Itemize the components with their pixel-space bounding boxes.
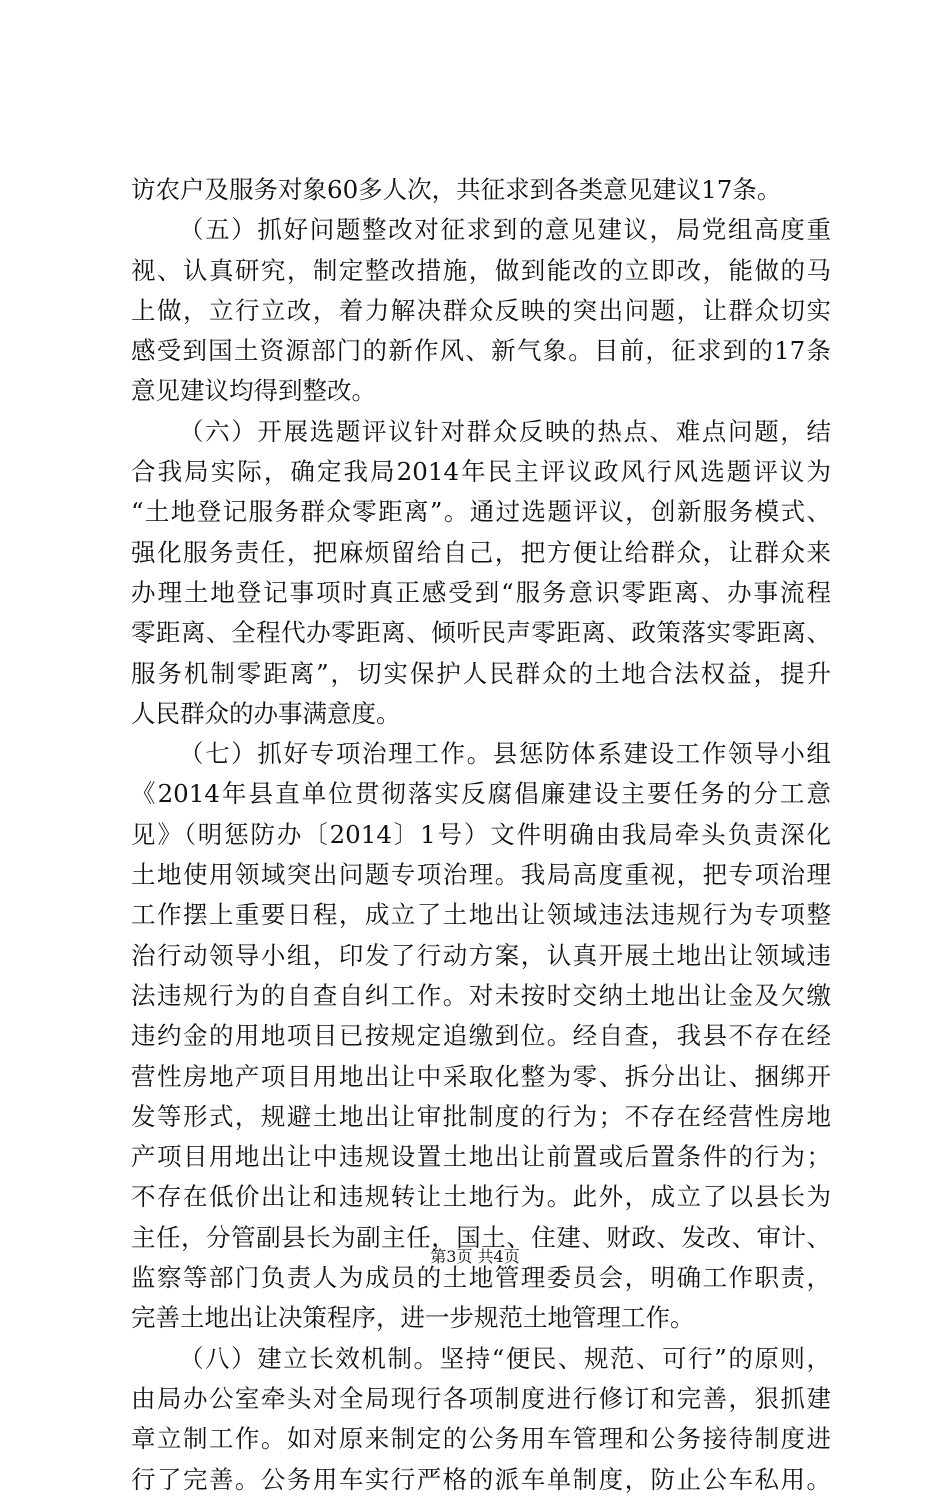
text-line: 治行动领导小组，印发了行动方案，认真开展土地出让领域违: [131, 940, 831, 970]
text-line: 意见建议均得到整改。: [131, 376, 376, 406]
text-line: 产项目用地出让中违规设置土地出让前置或后置条件的行为；: [131, 1142, 831, 1172]
text-line: 营性房地产项目用地出让中采取化整为零、拆分出让、捆绑开: [131, 1061, 831, 1091]
text-line: 上做，立行立改，着力解决群众反映的突出问题，让群众切实: [131, 295, 831, 325]
text-line: 完善土地出让决策程序，进一步规范土地管理工作。: [131, 1303, 695, 1333]
document-body: [131, 170, 831, 1500]
text-line: “土地登记服务群众零距离”。通过选题评议，创新服务模式、: [131, 497, 831, 527]
text-line: 由局办公室牵头对全局现行各项制度进行修订和完善，狠抓建: [131, 1383, 831, 1413]
text-line: 《2014年县直单位贯彻落实反腐倡廉建设主要任务的分工意: [131, 779, 831, 809]
text-line: （七）抓好专项治理工作。县惩防体系建设工作领导小组: [179, 739, 831, 769]
text-line: 违约金的用地项目已按规定追缴到位。经自查，我县不存在经: [131, 1021, 831, 1051]
text-line: 视、认真研究，制定整改措施，做到能改的立即改，能做的马: [131, 255, 831, 285]
text-line: （八）建立长效机制。坚持“便民、规范、可行”的原则，: [179, 1343, 831, 1373]
text-line: 访农户及服务对象60多人次，共征求到各类意见建议17条。: [131, 175, 782, 204]
text-line: 法违规行为的自查自纠工作。对未按时交纳土地出让金及欠缴: [131, 980, 831, 1010]
text-line: 工作摆上重要日程，成立了土地出让领域违法违规行为专项整: [131, 900, 831, 930]
text-line: 服务机制零距离”，切实保护人民群众的土地合法权益，提升: [131, 658, 831, 688]
text-line: 发等形式，规避土地出让审批制度的行为；不存在经营性房地: [131, 1101, 831, 1131]
text-line: 主任，分管副县长为副主任，国土、住建、财政、发改、审计、: [131, 1222, 831, 1252]
text-line: 合我局实际，确定我局2014年民主评议政风行风选题评议为: [131, 457, 831, 487]
text-line: 不存在低价出让和违规转让土地行为。此外，成立了以县长为: [131, 1182, 831, 1212]
text-line: 零距离、全程代办零距离、倾听民声零距离、政策落实零距离、: [131, 618, 831, 648]
text-line: 行了完善。公务用车实行严格的派车单制度，防止公车私用。: [131, 1464, 831, 1494]
text-line: （六）开展选题评议针对群众反映的热点、难点问题，结: [179, 416, 831, 446]
text-line: （五）抓好问题整改对征求到的意见建议，局党组高度重: [179, 215, 831, 245]
text-line: 见》（明惩防办〔2014〕1号）文件明确由我局牵头负责深化: [131, 819, 831, 849]
text-line: 监察等部门负责人为成员的土地管理委员会，明确工作职责，: [131, 1263, 831, 1293]
page-footer: 第3页 共4页: [430, 1247, 520, 1266]
text-line: 感受到国土资源部门的新作风、新气象。目前，征求到的17条: [131, 336, 831, 366]
text-line: 强化服务责任，把麻烦留给自己，把方便让给群众，让群众来: [131, 537, 831, 567]
text-line: 办理土地登记事项时真正感受到“服务意识零距离、办事流程: [131, 577, 831, 607]
text-line: 土地使用领域突出问题专项治理。我局高度重视，把专项治理: [131, 860, 831, 890]
text-line: 人民群众的办事满意度。: [131, 698, 401, 728]
text-line: 章立制工作。如对原来制定的公务用车管理和公务接待制度进: [131, 1424, 831, 1454]
